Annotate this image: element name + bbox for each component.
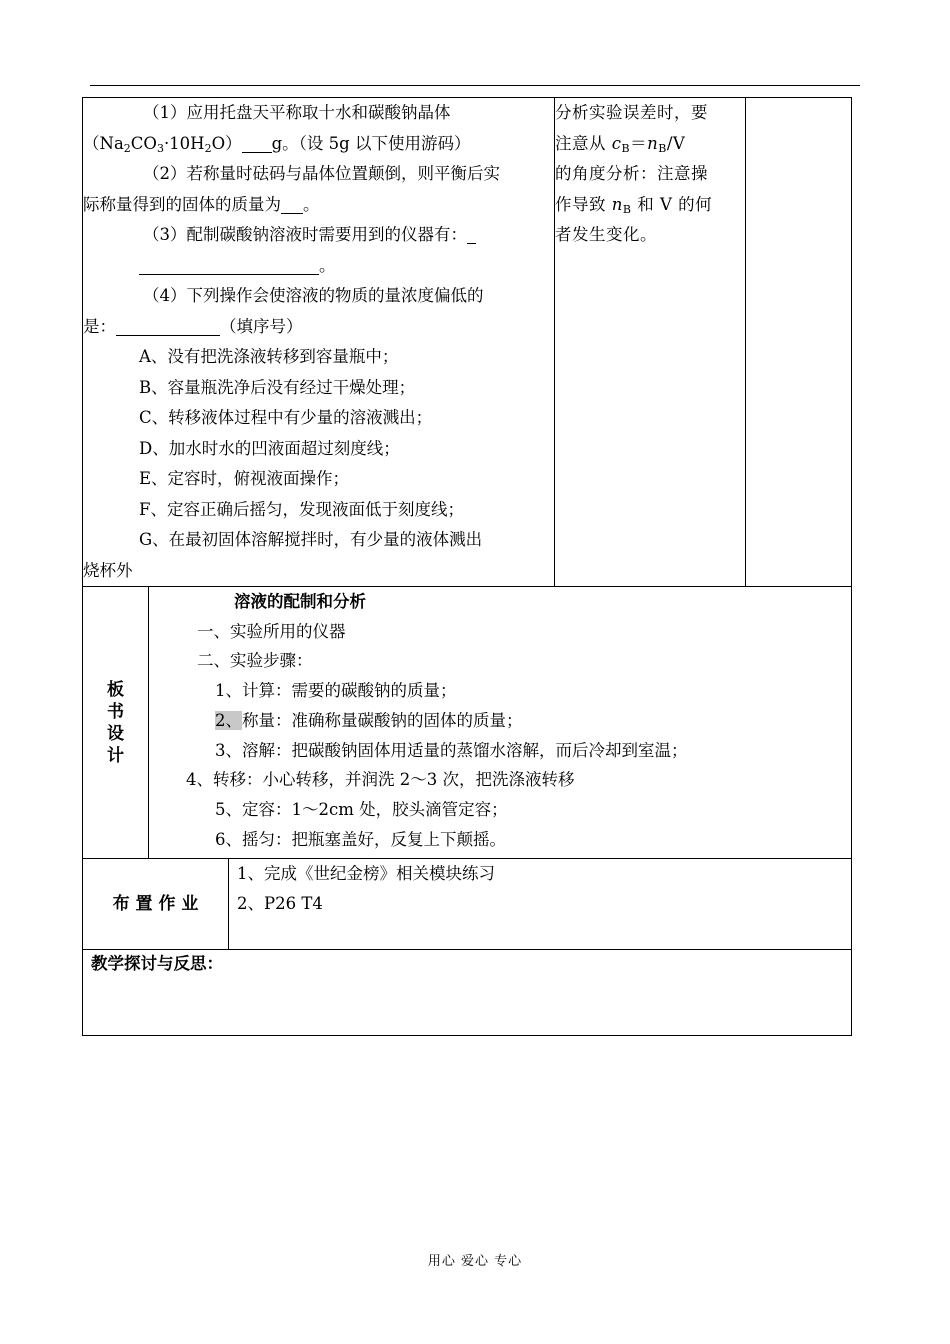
board-step-3: 3、溶解：把碳酸钠固体用适量的蒸馏水溶解，而后冷却到室温； xyxy=(215,740,688,760)
formula-subscript: B xyxy=(621,141,631,155)
option-d: D、加水时水的凹液面超过刻度线； xyxy=(139,438,400,458)
label-char: 计 xyxy=(107,745,124,766)
note-text: 和 V 的何 xyxy=(631,194,713,214)
question-3-text: （3）配制碳酸钠溶液时需要用到的仪器有： xyxy=(143,225,467,244)
option-e: E、定容时，俯视液面操作； xyxy=(139,469,350,488)
note-line: 分析实验误差时，要 xyxy=(555,103,709,122)
formula-symbol: n xyxy=(647,133,659,153)
board-step-2 xyxy=(149,706,851,736)
option-g-continued: 烧杯外 xyxy=(83,560,133,580)
homework-label: 布 置 作 业 xyxy=(83,859,229,950)
board-step-5: 5、定容：1～2cm 处，胶头滴管定容； xyxy=(215,799,508,819)
formula-part: CO xyxy=(130,133,157,153)
punctuation: 。 xyxy=(303,194,320,214)
answer-blank-3a[interactable] xyxy=(467,221,476,244)
formula-subscript: 2 xyxy=(204,141,212,155)
reflection-row xyxy=(83,950,852,1036)
note-line: 者发生变化。 xyxy=(555,225,658,244)
note-formula-line xyxy=(555,129,745,160)
option-c: C、转移液体过程中有少量的溶液溅出； xyxy=(139,408,433,427)
question-4-line-2 xyxy=(83,312,554,343)
formula-part: O） xyxy=(211,133,242,153)
homework-cell xyxy=(229,859,852,950)
question-2-line-2 xyxy=(83,190,554,221)
formula-symbol: n xyxy=(611,194,623,214)
formula-part: （Na xyxy=(83,133,124,153)
label-char: 设 xyxy=(107,723,124,744)
board-step-1: 1、计算：需要的碳酸钠的质量； xyxy=(215,681,457,701)
homework-item-1: 1、完成《世纪金榜》相关模块练习 xyxy=(237,864,495,883)
reflection-label: 教学探讨与反思： xyxy=(91,954,223,973)
note-text: 作导致 xyxy=(555,194,612,214)
punctuation: 。 xyxy=(319,255,336,275)
highlighted-step-number: 2、 xyxy=(215,710,242,730)
question-4-hint: （填序号） xyxy=(220,316,303,336)
page-footer: 用心 爱心 专心 xyxy=(427,1254,523,1269)
note-line xyxy=(555,190,745,221)
question-4-text: （4）下列操作会使溶液的物质的量浓度偏低的 xyxy=(143,286,484,305)
option-g: G、在最初固体溶解搅拌时，有少量的液体溅出 xyxy=(139,530,483,549)
question-3-line xyxy=(83,220,554,251)
formula-subscript: B xyxy=(658,141,667,155)
board-title: 溶液的配制和分析 xyxy=(234,592,366,611)
answer-blank-3[interactable] xyxy=(139,252,319,275)
question-4-text-2: 是： xyxy=(83,316,116,336)
note-line: 的角度分析：注意操 xyxy=(555,164,709,183)
board-step-6: 6、摇匀：把瓶塞盖好，反复上下颠摇。 xyxy=(215,829,506,849)
question-2-line xyxy=(83,159,554,190)
board-step-4: 4、转移：小心转移，并润洗 2～3 次，把洗涤液转移 xyxy=(186,770,575,790)
formula-part: ·10H xyxy=(163,133,205,153)
label-char: 书 xyxy=(107,701,124,722)
question-3-line-2 xyxy=(83,251,554,282)
question-1-line xyxy=(83,98,554,129)
answer-blank-1[interactable] xyxy=(242,130,272,153)
homework-item-2: 2、P26 T4 xyxy=(237,894,323,913)
option-a: A、没有把洗涤液转移到容量瓶中； xyxy=(139,347,399,366)
board-part-2: 二、实验步骤： xyxy=(197,651,313,671)
board-part-1: 一、实验所用的仪器 xyxy=(197,621,346,641)
question-2-text: （2）若称量时砝码与晶体位置颠倒，则平衡后实 xyxy=(143,164,500,183)
note-text: 注意从 xyxy=(555,133,612,153)
experiment-cell xyxy=(83,98,555,587)
formula-symbol: /V xyxy=(666,133,686,153)
question-2-text-2: 际称量得到的固体的质量为 xyxy=(83,194,281,214)
label-char: 板 xyxy=(107,679,124,700)
homework-row xyxy=(83,859,852,950)
step-text: 称量：准确称量碳酸钠的固体的质量； xyxy=(242,710,523,730)
board-design-label xyxy=(83,587,149,859)
experiment-row xyxy=(83,98,852,587)
answer-blank-4[interactable] xyxy=(116,313,220,336)
question-4-line xyxy=(83,281,554,312)
option-f: F、定容正确后摇匀，发现液面低于刻度线； xyxy=(139,499,464,519)
empty-cell xyxy=(746,98,852,587)
lesson-plan-table xyxy=(82,97,852,1036)
board-design-row xyxy=(83,587,852,859)
question-1-text: （1）应用托盘天平称取十水和碳酸钠晶体 xyxy=(143,103,451,122)
header-rule xyxy=(90,85,860,86)
board-design-cell xyxy=(149,587,852,859)
formula-symbol: c xyxy=(611,133,622,153)
formula-subscript: 2 xyxy=(123,141,131,155)
formula-subscript: B xyxy=(622,202,632,216)
answer-blank-2[interactable] xyxy=(281,191,303,214)
analysis-note-cell xyxy=(555,98,746,587)
formula-subscript: 3 xyxy=(156,141,164,155)
reflection-cell xyxy=(83,950,852,1036)
option-b: B、容量瓶洗净后没有经过干燥处理； xyxy=(139,377,416,397)
formula-symbol: ＝ xyxy=(630,133,648,153)
question-1-formula-line xyxy=(83,129,554,160)
question-1-unit: g。（设 5g 以下使用游码） xyxy=(271,133,471,153)
